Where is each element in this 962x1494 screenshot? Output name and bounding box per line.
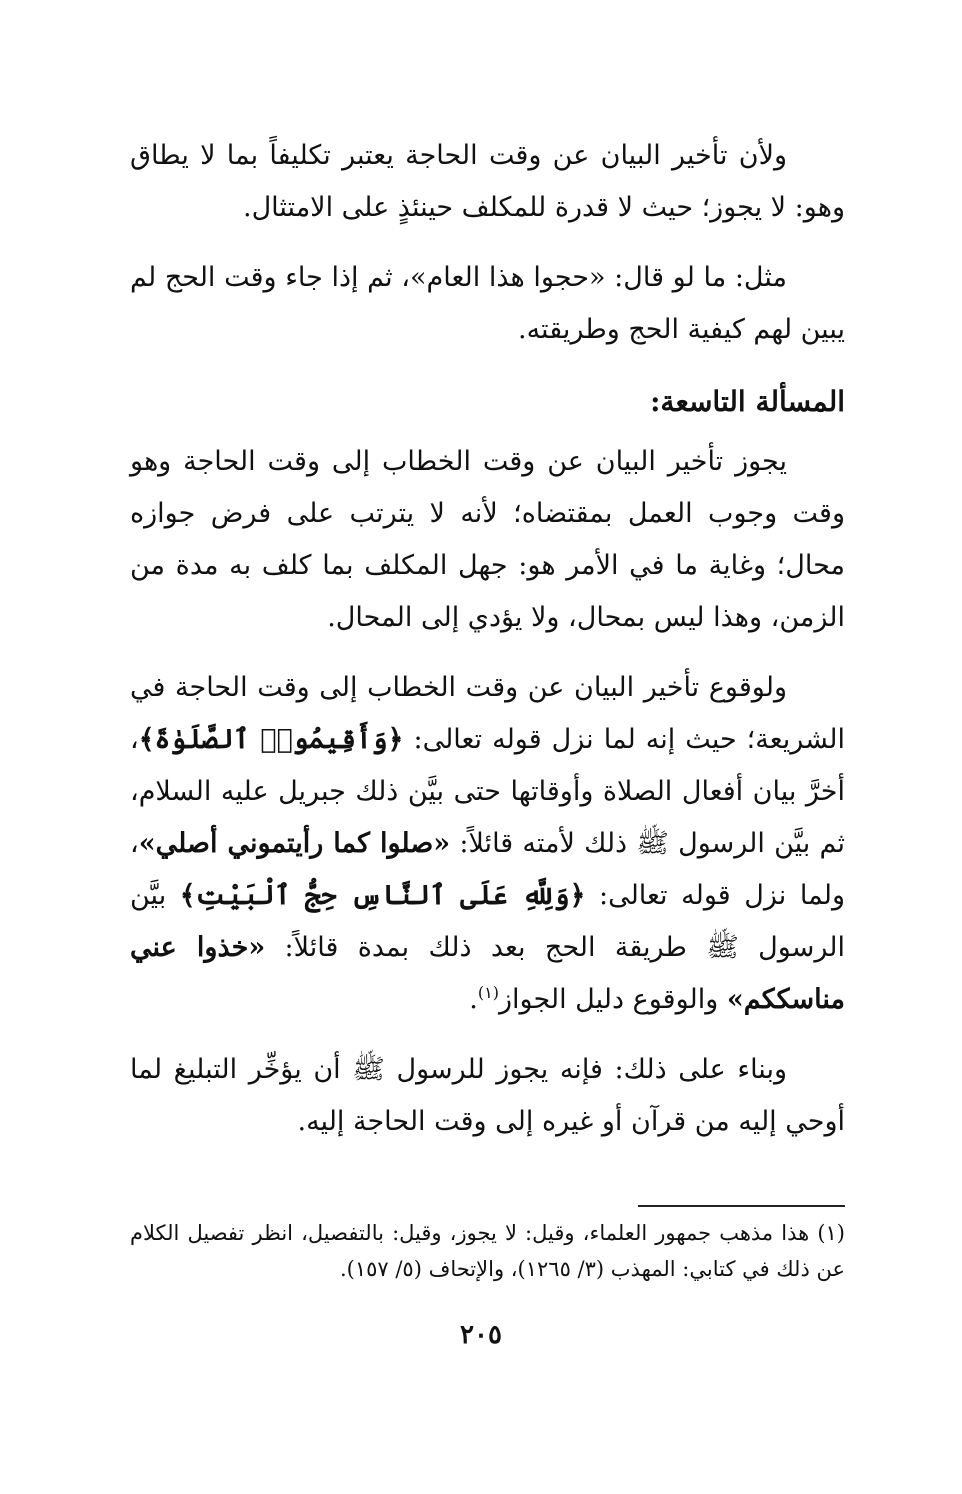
paragraph-4-text-5: والوقوع دليل الجواز (498, 984, 727, 1015)
quran-verse-2: ﴿وَلِلَّهِ عَلَى ٱلنَّاسِ حِجُّ ٱلْبَيْتِ﴾ (179, 880, 586, 911)
footnote-1: (١) هذا مذهب جمهور العلماء، وقيل: لا يجوز، وقيل: بالتفصيل، انظر تفصيل الكلام عن ذلك في كتابي: المهذب (٣/ ١٢٦٥)، والإتحاف (٥/ ١٥٧). (130, 1221, 845, 1281)
paragraph-4 (130, 662, 845, 1026)
footnote-separator (638, 1205, 845, 1207)
paragraph-2: مثل: ما لو قال: «حجوا هذا العام»، ثم إذا جاء وقت الحج لم يبين لهم كيفية الحج وطريقته. (130, 262, 845, 345)
section-heading: المسألة التاسعة: (650, 385, 845, 418)
paragraph-4-text-6: . (469, 984, 478, 1015)
page-body (130, 130, 845, 1166)
paragraph-4-text-4: بيَّن الرسول ﷺ طريقة الحج بعد ذلك بمدة قائلاً: (130, 880, 845, 963)
paragraph-4-text-3: ، ولما نزل قوله تعالى: (130, 828, 845, 911)
footnote-reference: (١) (477, 983, 499, 1002)
paragraph-5: وبناء على ذلك: فإنه يجوز للرسول ﷺ أن يؤخِّر التبليغ لما أوحي إليه من قرآن أو غيره إلى وقت الحاجة إليه. (130, 1054, 845, 1137)
hadith-quote-2: «خذوا عني مناسككم» (130, 932, 845, 1015)
paragraph-1: ولأن تأخير البيان عن وقت الحاجة يعتبر تكليفاً بما لا يطاق وهو: لا يجوز؛ حيث لا قدرة للمكلف حينئذٍ على الامتثال. (130, 140, 845, 223)
page-number: ٢٠٥ (460, 1320, 502, 1350)
paragraph-4-text-2: ، أخرَّ بيان أفعال الصلاة وأوقاتها حتى بيَّن ذلك جبريل عليه السلام، ثم بيَّن الرسول ﷺ ذلك لأمته قائلاً: (130, 724, 845, 859)
paragraph-3: يجوز تأخير البيان عن وقت الخطاب إلى وقت الحاجة وهو وقت وجوب العمل بمقتضاه؛ لأنه لا يترتب على فرض جوازه محال؛ وغاية ما في الأمر هو: جهل المكلف بما كلف به مدة من الزمن، وهذا ليس بمحال، ولا يؤدي إلى المحال. (130, 446, 845, 633)
quran-verse-1: ﴿وَأَقِيمُوا۟ ٱلصَّلَوٰةَ﴾ (138, 724, 404, 755)
footnotes (130, 1215, 845, 1287)
hadith-quote-1: «صلوا كما رأيتموني أصلي» (138, 828, 451, 859)
paragraph-4-text-1: ولوقوع تأخير البيان عن وقت الخطاب إلى وقت الحاجة في الشريعة؛ حيث إنه لما نزل قوله تعالى: (130, 672, 845, 755)
